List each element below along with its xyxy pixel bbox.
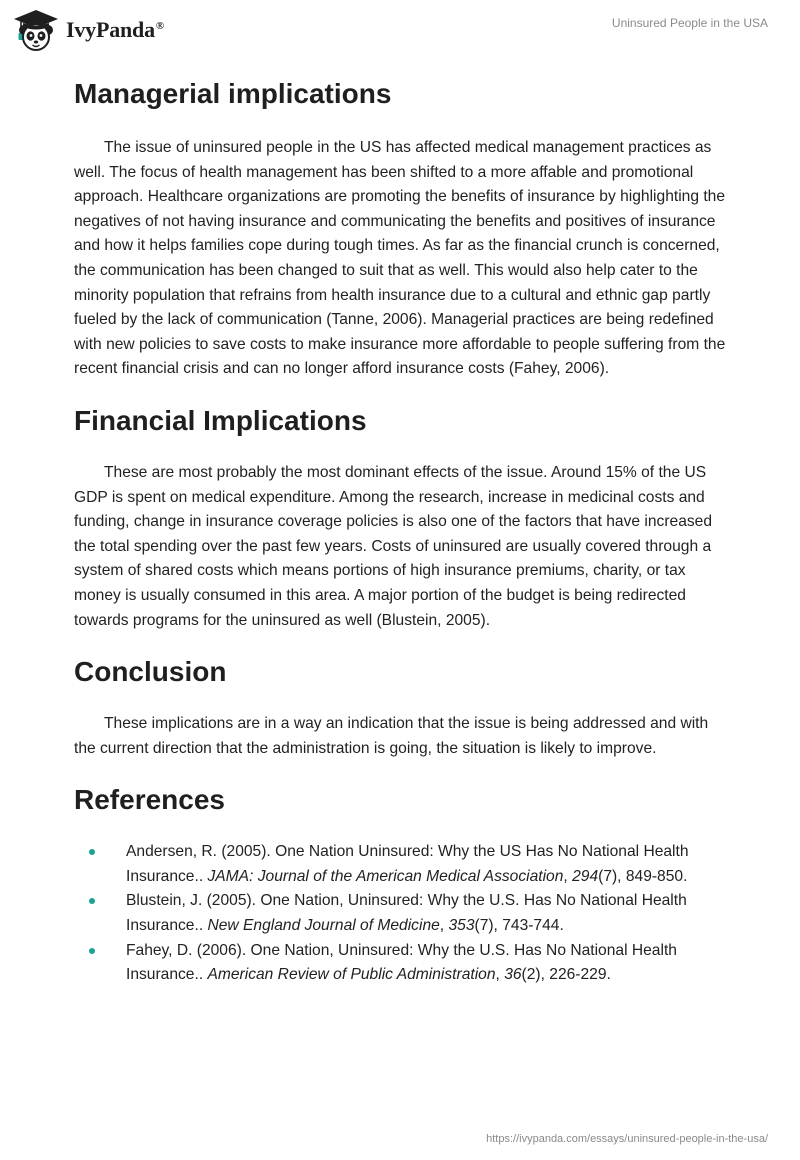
document-title: Uninsured People in the USA <box>611 16 768 30</box>
reference-separator: , <box>439 917 449 935</box>
reference-issue-pages: (2), 226-229. <box>521 966 611 984</box>
reference-item <box>74 889 734 938</box>
heading-managerial-implications: Managerial implications <box>74 78 392 109</box>
registered-mark: ® <box>155 19 164 32</box>
reference-item <box>74 939 734 988</box>
reference-journal: JAMA: Journal of the American Medical Association <box>207 867 564 885</box>
logo-text: IvyPanda <box>66 17 155 42</box>
heading-financial-implications: Financial Implications <box>74 404 367 436</box>
bullet-icon <box>89 948 95 954</box>
reference-separator: , <box>495 966 505 984</box>
ivypanda-logo[interactable] <box>12 8 164 52</box>
reference-item <box>74 840 734 889</box>
reference-authors-title: Fahey, D. (2006). One Nation, Uninsured: Why the U.S. Has No National Health Insurance.. <box>126 941 677 984</box>
source-url[interactable]: https://ivypanda.com/essays/uninsured-people-in-the-usa/ <box>486 1133 768 1145</box>
reference-authors-title: Blustein, J. (2005). One Nation, Uninsured: Why the U.S. Has No National Health Insurance.. <box>126 892 687 935</box>
essay-content <box>74 68 734 988</box>
reference-volume: 294 <box>572 867 599 885</box>
bullet-icon <box>89 849 95 855</box>
bullet-icon <box>89 898 95 904</box>
references-list <box>74 840 734 988</box>
reference-volume: 36 <box>504 966 522 984</box>
logo-wordmark <box>66 19 164 41</box>
reference-authors-title: Andersen, R. (2005). One Nation Uninsured: Why the US Has No National Health Insurance.. <box>126 843 689 885</box>
reference-journal: American Review of Public Administration <box>207 966 496 984</box>
reference-issue-pages: (7), 743-744. <box>474 917 564 935</box>
paragraph-financial-implications: These are most probably the most dominant effects of the issue. Around 15% of the US GDP is spent on medical expenditure. Among the research, increase in medicinal costs and funding, change in insurance coverage policies is also one of the factors that have increased the total spending over the past few years. Costs of uninsured are usually covered through a system of shared costs which means portions of high insurance premiums, charity, or tax money is usually consumed in this area. A major portion of the budget is being redirected towards programs for the uninsured as well (Blustein, 2005). <box>74 463 713 629</box>
paragraph-managerial-implications: The issue of uninsured people in the US has affected medical management practices as well. The focus of health management has been shifted to a more affable and promotional approach. Healthcare organizations are promoting the benefits of insurance by highlighting the negatives of not having insurance and communicating the benefits and positives of insurance and how it helps families cope during tough times. As far as the financial crunch is concerned, the communication has been changed to suit that as well. This would also help cater to the minority population that refrains from health insurance due to a cultural and ethnic gap partly fueled by the lack of communication (Tanne, 2006). Managerial practices are being redefined with new policies to save costs to make insurance more affordable to people suffering from the recent financial crisis and can no longer afford insurance costs (Fahey, 2006). <box>74 139 726 378</box>
panda-graduate-icon <box>12 8 60 52</box>
paragraph-conclusion: These implications are in a way an indication that the issue is being addressed and with the current direction that the administration is going, the situation is likely to improve. <box>74 715 709 757</box>
page-header <box>0 0 800 70</box>
reference-journal: New England Journal of Medicine <box>207 917 440 935</box>
heading-references: References <box>74 784 225 816</box>
reference-separator: , <box>563 867 573 885</box>
reference-issue-pages: (7), 849-850. <box>598 867 688 885</box>
heading-conclusion: Conclusion <box>74 656 227 688</box>
reference-volume: 353 <box>448 917 475 935</box>
